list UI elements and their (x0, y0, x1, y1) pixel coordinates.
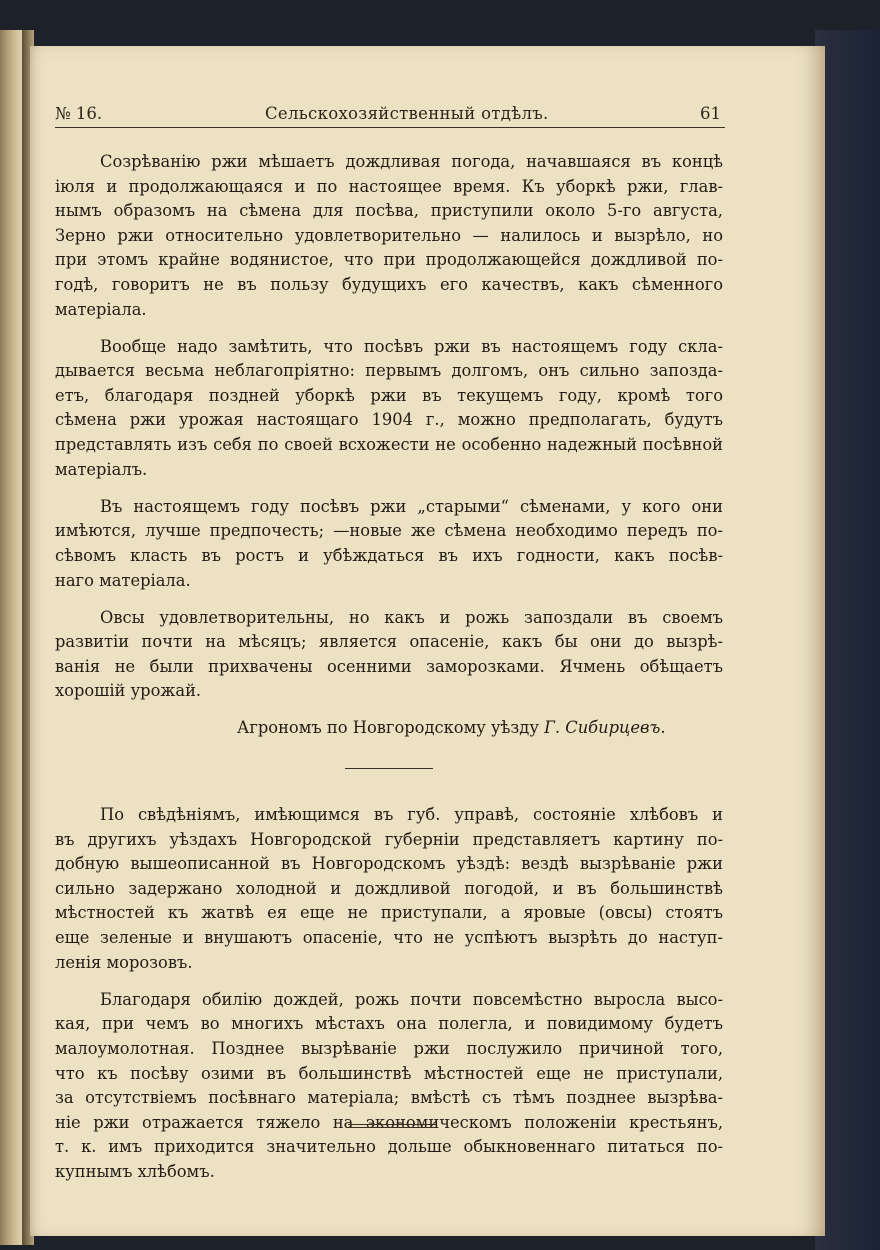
text-line: ленія морозовъ. (55, 952, 193, 972)
text-line: сѣвомъ класть въ ростъ и убѣждаться въ ихъ годности, какъ посѣв- (55, 545, 723, 565)
text-line: матеріала. (55, 299, 147, 319)
text-line: етъ, благодаря поздней уборкѣ ржи въ текущемъ году, кромѣ того (55, 385, 723, 405)
header-rule (55, 127, 725, 128)
page-number: 61 (700, 104, 721, 123)
text-line: дывается весьма неблагопріятно: первымъ долгомъ, онъ сильно запозда- (55, 361, 723, 381)
text-line: хорошій урожай. (55, 681, 202, 701)
text-line: Овсы удовлетворительны, но какъ и рожь запоздали въ своемъ (100, 607, 723, 627)
text-line: іюля и продолжающаяся и по настоящее время. Къ уборкѣ ржи, глав- (55, 176, 723, 196)
text-line: еще зеленые и внушаютъ опасеніе, что не успѣютъ вызрѣть до наступ- (55, 928, 723, 948)
text-line: Зерно ржи относительно удовлетворительно — налилось и вызрѣло, но (55, 225, 723, 245)
issue-number: № 16. (55, 104, 103, 123)
text-line: развитіи почти на мѣсяцъ; является опасеніе, какъ бы они до вызрѣ- (55, 632, 723, 652)
text-line: за отсутствіемъ посѣвнаго матеріала; вмѣстѣ съ тѣмъ позднее вызрѣва- (55, 1088, 723, 1108)
end-ornament-rule (348, 1124, 436, 1130)
text-line: въ другихъ уѣздахъ Новгородской губерніи представляетъ картину по- (55, 829, 723, 849)
article-body (55, 150, 723, 1197)
text-line: Созрѣванію ржи мѣшаетъ дождливая погода, начавшаяся въ концѣ (100, 152, 723, 171)
text-line: купнымъ хлѣбомъ. (55, 1161, 215, 1181)
text-line: добную вышеописанной въ Новгородскомъ уѣздѣ: вездѣ вызрѣваніе ржи (55, 854, 723, 874)
paragraph (55, 335, 723, 483)
section-title: Сельскохозяйственный отдѣлъ. (265, 104, 549, 123)
text-line: кая, при чемъ во многихъ мѣстахъ она полегла, и повидимому будетъ (55, 1014, 723, 1034)
text-line: Въ настоящемъ году посѣвъ ржи „старыми“ сѣменами, у кого они (100, 496, 723, 516)
signature-name: Г. Сибирцевъ. (544, 718, 666, 738)
paragraph (55, 803, 723, 975)
report-section (55, 150, 723, 704)
text-line: мѣстностей къ жатвѣ ея еще не приступали, а яровые (овсы) стоятъ (55, 903, 723, 923)
previous-page-edge (0, 30, 24, 1245)
text-line: малоумолотная. Позднее вызрѣваніе ржи послужило причиной того, (55, 1038, 723, 1058)
text-line: ніе ржи отражается тяжело на экономическомъ положеніи крестьянъ, (55, 1112, 723, 1132)
paragraph (55, 606, 723, 704)
author-signature (55, 716, 723, 741)
running-header (55, 104, 725, 134)
text-line: сильно задержано холодной и дождливой погодой, и въ большинствѣ (55, 878, 723, 898)
paragraph (55, 988, 723, 1185)
text-line: годѣ, говоритъ не въ пользу будущихъ его качествъ, какъ сѣменного (55, 274, 723, 294)
text-line: что къ посѣву озими въ большинствѣ мѣстностей еще не приступали, (55, 1063, 723, 1083)
text-line: ванія не были прихвачены осенними заморозками. Ячмень обѣщаетъ (55, 656, 723, 676)
paragraph (55, 150, 723, 322)
text-line: нымъ образомъ на сѣмена для посѣва, приступили около 5-го августа, (55, 201, 723, 221)
text-line: при этомъ крайне водянистое, что при продолжающейся дождливой по- (55, 250, 723, 270)
text-line: Вообще надо замѣтить, что посѣвъ ржи въ настоящемъ году скла- (100, 336, 723, 356)
signature-title: Агрономъ по Новгородскому уѣзду (237, 718, 539, 738)
text-line: имѣются, лучше предпочесть; —новые же сѣмена необходимо передъ по- (55, 521, 723, 541)
text-line: наго матеріала. (55, 570, 191, 590)
text-line: По свѣдѣніямъ, имѣющимся въ губ. управѣ, состояніе хлѣбовъ и (100, 805, 723, 825)
text-line: матеріалъ. (55, 459, 148, 479)
paragraph (55, 495, 723, 593)
text-line: сѣмена ржи урожая настоящаго 1904 г., можно предполагать, будутъ (55, 410, 723, 430)
text-line: Благодаря обилію дождей, рожь почти повсемѣстно выросла высо- (100, 989, 723, 1009)
text-line: представлять изъ себя по своей всхожести не особенно надежный посѣвной (55, 435, 723, 455)
text-line: т. к. имъ приходится значительно дольше обыкновеннаго питаться по- (55, 1137, 723, 1157)
section-divider (345, 768, 433, 769)
